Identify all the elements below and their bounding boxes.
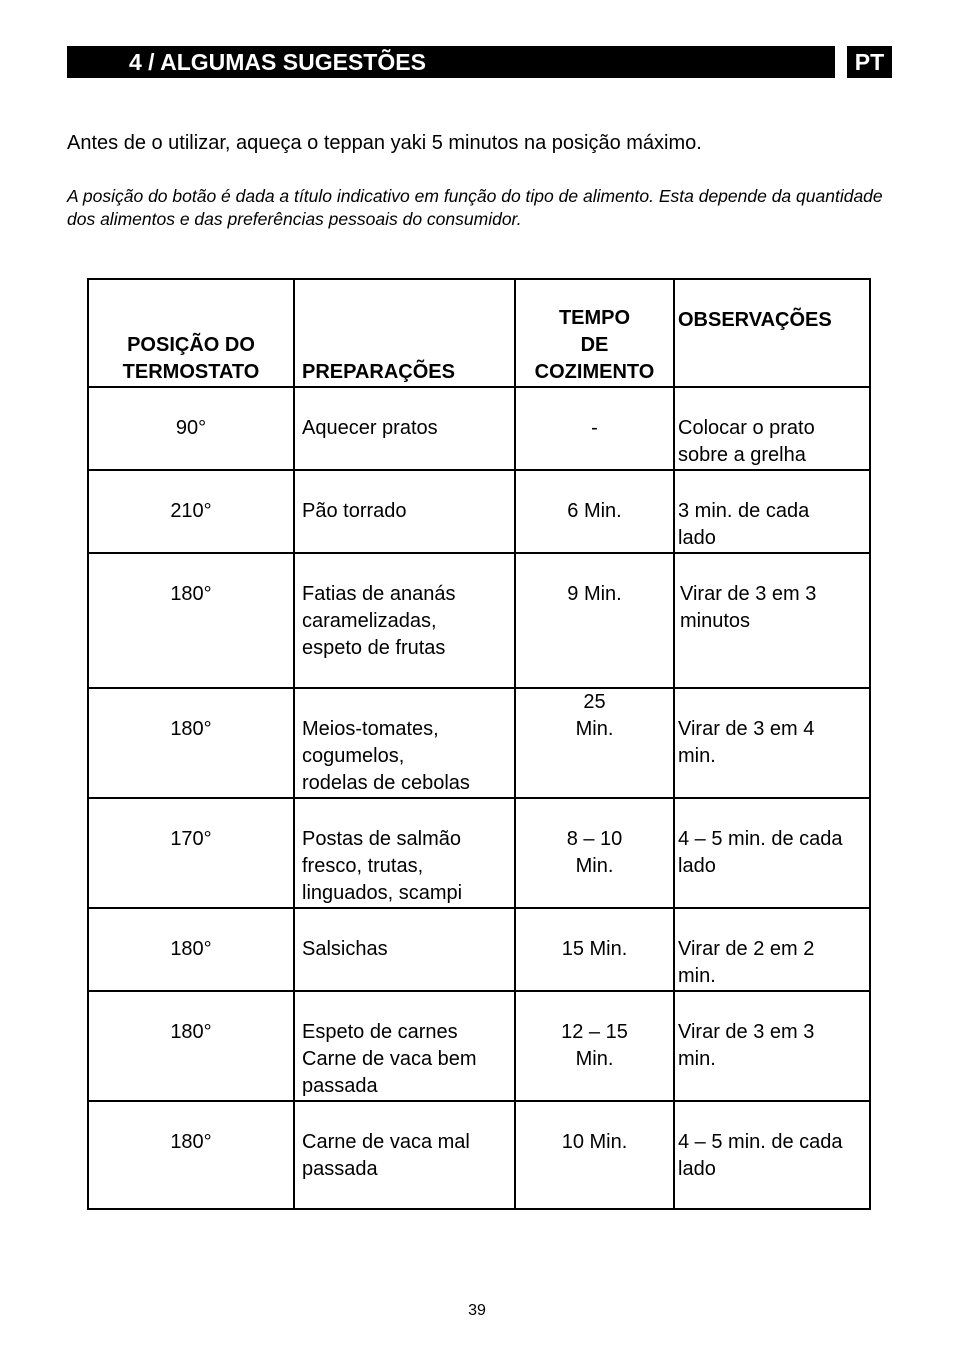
cell-line: min.: [678, 1048, 716, 1070]
observations-cell: [674, 798, 870, 908]
table-row: [88, 991, 870, 1101]
preparation-cell: [294, 908, 515, 991]
cooking-table: [87, 278, 871, 1210]
language-badge: PT: [847, 46, 892, 78]
table-row: [88, 688, 870, 798]
table-row: [88, 1101, 870, 1209]
page-number: 39: [468, 1302, 486, 1319]
preparation-cell: [294, 1101, 515, 1209]
observations-cell: [674, 553, 870, 688]
cell-line: 10 Min.: [561, 1131, 628, 1153]
cell-line: rodelas de cebolas: [302, 772, 470, 794]
cell-line: Meios-tomates,: [302, 718, 439, 740]
cell-line: Virar de 3 em 3: [678, 1021, 815, 1043]
observations-cell: [674, 688, 870, 798]
cell-line: caramelizadas,: [302, 610, 437, 632]
cell-line: passada: [302, 1075, 378, 1097]
thermostat-cell: 210°: [88, 470, 294, 553]
thermostat-cell: 90°: [88, 387, 294, 470]
cell-line: min.: [678, 965, 716, 987]
cell-line: Fatias de ananás: [302, 583, 456, 605]
preparation-cell: [294, 553, 515, 688]
observations-cell: [674, 470, 870, 553]
cell-line: lado: [678, 1158, 716, 1180]
cell-line: Colocar o prato: [678, 417, 815, 439]
section-title: 4 / ALGUMAS SUGESTÕES: [67, 46, 835, 78]
intro-text: Antes de o utilizar, aqueça o teppan yaki 5 minutos na posição máximo.: [67, 132, 702, 154]
observations-cell: [674, 1101, 870, 1209]
cell-line: lado: [678, 527, 716, 549]
cell-line: 15 Min.: [561, 938, 628, 960]
preparation-cell: [294, 470, 515, 553]
thermostat-cell: 170°: [88, 798, 294, 908]
cell-line: 25: [583, 691, 606, 713]
header-observations: [674, 279, 870, 387]
cell-line: 9 Min.: [567, 583, 622, 605]
cell-line: sobre a grelha: [678, 444, 806, 466]
cell-line: Virar de 2 em 2: [678, 938, 815, 960]
cell-line: min.: [678, 745, 716, 767]
cell-line: OBSERVAÇÕES: [678, 309, 832, 331]
cell-line: Virar de 3 em 3: [680, 583, 817, 605]
cell-line: Min.: [575, 718, 614, 740]
cell-line: PREPARAÇÕES: [302, 361, 455, 383]
cell-line: Min.: [575, 1048, 614, 1070]
cell-line: -: [591, 417, 598, 439]
time-cell: [515, 991, 674, 1101]
cell-line: Min.: [575, 855, 614, 877]
cell-line: Pão torrado: [302, 500, 407, 522]
cell-line: passada: [302, 1158, 378, 1180]
cell-line: lado: [678, 855, 716, 877]
header-thermostat: [88, 279, 294, 387]
cell-line: COZIMENTO: [534, 361, 655, 383]
thermostat-cell: 180°: [88, 553, 294, 688]
preparation-cell: [294, 387, 515, 470]
cell-line: 6 Min.: [567, 500, 622, 522]
cell-line: Salsichas: [302, 938, 388, 960]
table-row: [88, 387, 870, 470]
cell-line: 4 – 5 min. de cada: [678, 1131, 843, 1153]
header-preparation: [294, 279, 515, 387]
cell-line: espeto de frutas: [302, 637, 446, 659]
observations-cell: [674, 387, 870, 470]
cell-line: 8 – 10: [566, 828, 623, 850]
time-cell: [515, 387, 674, 470]
cell-line: Carne de vaca bem: [302, 1048, 477, 1070]
cell-line: Carne de vaca mal: [302, 1131, 470, 1153]
cell-line: 4 – 5 min. de cada: [678, 828, 843, 850]
cell-line: Espeto de carnes: [302, 1021, 458, 1043]
thermostat-cell: 180°: [88, 908, 294, 991]
cell-line: cogumelos,: [302, 745, 405, 767]
cell-line: TEMPO: [558, 307, 631, 329]
cell-line: TERMOSTATO: [122, 361, 260, 383]
table-row: [88, 798, 870, 908]
cell-line: POSIÇÃO DO: [127, 334, 255, 356]
time-cell: [515, 688, 674, 798]
cell-line: linguados, scampi: [302, 882, 463, 904]
thermostat-cell: 180°: [88, 688, 294, 798]
thermostat-cell: 180°: [88, 991, 294, 1101]
time-cell: [515, 908, 674, 991]
note-text: A posição do botão é dada a título indicativo em função do tipo de alimento. Esta depende da quantidade dos alimentos e das preferências pessoais do consumidor.: [67, 186, 883, 229]
table-row: [88, 908, 870, 991]
cell-line: 3 min. de cada: [678, 500, 810, 522]
observations-cell: [674, 908, 870, 991]
time-cell: [515, 1101, 674, 1209]
thermostat-cell: 180°: [88, 1101, 294, 1209]
cell-line: Postas de salmão: [302, 828, 461, 850]
cell-line: DE: [580, 334, 609, 356]
observations-cell: [674, 991, 870, 1101]
cell-line: Aquecer pratos: [302, 417, 438, 439]
cell-line: fresco, trutas,: [302, 855, 424, 877]
preparation-cell: [294, 798, 515, 908]
table-header-row: [88, 279, 870, 387]
preparation-cell: [294, 991, 515, 1101]
time-cell: [515, 553, 674, 688]
time-cell: [515, 798, 674, 908]
table-row: [88, 470, 870, 553]
preparation-cell: [294, 688, 515, 798]
time-cell: [515, 470, 674, 553]
cell-line: minutos: [680, 610, 751, 632]
table-row: [88, 553, 870, 688]
cell-line: 12 – 15: [561, 1021, 628, 1043]
cell-line: Virar de 3 em 4: [678, 718, 815, 740]
header-time: [515, 279, 674, 387]
